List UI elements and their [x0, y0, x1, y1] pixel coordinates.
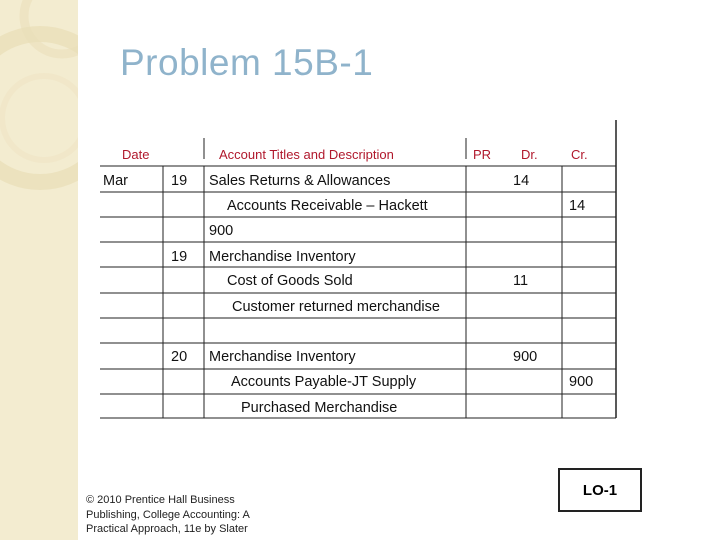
row-credit: 14	[569, 198, 586, 214]
header-credit: Cr.	[571, 147, 588, 162]
row-account: Sales Returns & Allowances	[209, 173, 391, 189]
row-account: Customer returned merchandise	[232, 299, 440, 315]
row-account: Accounts Payable-JT Supply	[231, 374, 417, 390]
learning-objective-label: LO-1	[582, 481, 618, 499]
header-pr: PR	[473, 147, 492, 162]
header-account-titles: Account Titles and Description	[219, 147, 394, 162]
row-credit: 900	[569, 374, 594, 390]
row-debit: 14	[513, 173, 530, 189]
decorative-circles-graphic	[0, 0, 78, 540]
row-account: Cost of Goods Sold	[227, 273, 353, 289]
row-day: 19	[171, 249, 188, 265]
row-day: 19	[171, 173, 188, 189]
row-account: Merchandise Inventory	[209, 249, 356, 265]
header-debit: Dr.	[521, 147, 538, 162]
learning-objective-badge	[558, 468, 642, 512]
slide-title: Problem 15B-1	[120, 42, 374, 83]
row-debit: 11	[513, 273, 529, 289]
row-debit: 900	[513, 349, 538, 365]
row-account: 900	[209, 223, 234, 239]
row-day: 20	[171, 349, 188, 365]
copyright-footer: © 2010 Prentice Hall Business Publishing, College Accounting: A Practical Approach, 11e by Slater	[86, 494, 250, 535]
general-journal-table	[97, 118, 619, 422]
header-date: Date	[122, 147, 150, 162]
row-account: Accounts Receivable – Hackett	[227, 198, 428, 214]
row-account: Purchased Merchandise	[241, 400, 398, 416]
left-decorative-bar	[0, 0, 78, 540]
row-account: Merchandise Inventory	[209, 349, 356, 365]
row-month: Mar	[103, 173, 128, 189]
